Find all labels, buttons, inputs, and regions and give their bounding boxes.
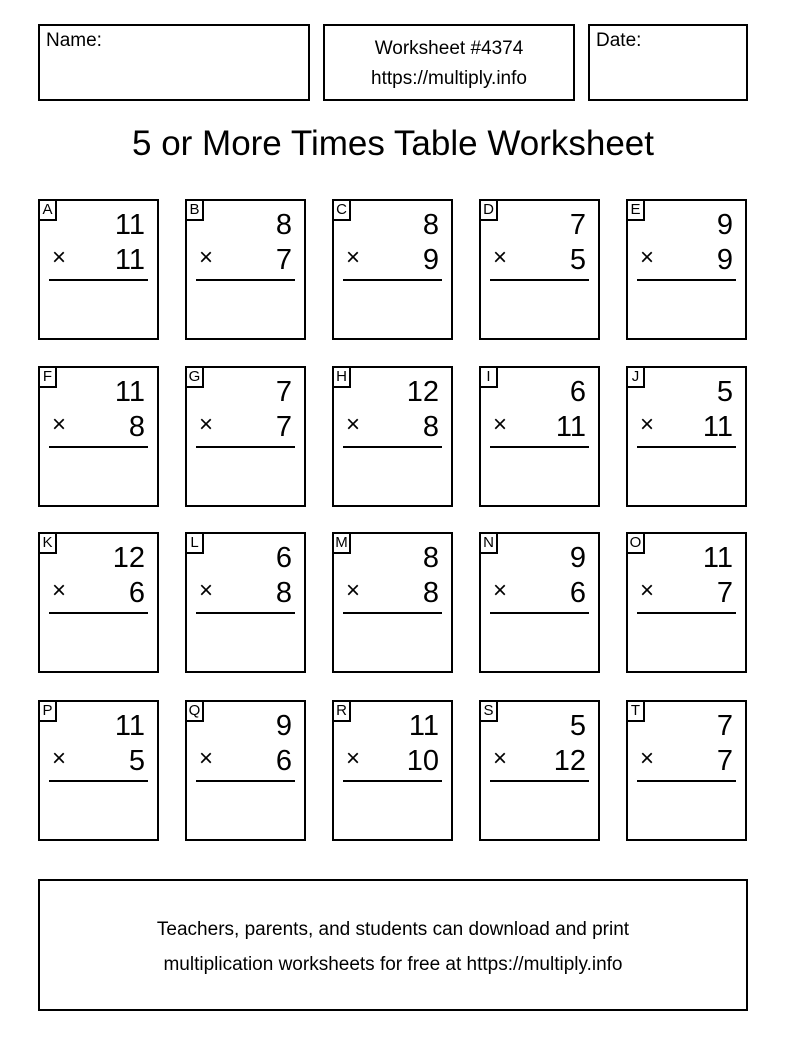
answer-line bbox=[343, 446, 442, 448]
problem-letter: G bbox=[185, 366, 204, 388]
problem-card bbox=[479, 199, 600, 340]
times-sign: × bbox=[640, 745, 655, 772]
times-sign: × bbox=[493, 745, 508, 772]
problem-card bbox=[626, 199, 747, 340]
answer-line bbox=[196, 780, 295, 782]
answer-line bbox=[637, 446, 736, 448]
times-sign: × bbox=[493, 244, 508, 271]
problem-letter: F bbox=[38, 366, 57, 388]
problem-card bbox=[479, 532, 600, 673]
answer-line bbox=[637, 780, 736, 782]
multiplier: 10 bbox=[406, 745, 439, 777]
multiplicand: 9 bbox=[275, 710, 292, 742]
answer-line bbox=[343, 279, 442, 281]
multiplicand: 8 bbox=[422, 542, 439, 574]
multiplier: 9 bbox=[422, 244, 439, 276]
worksheet-number: Worksheet #4374 bbox=[374, 38, 524, 59]
multiplicand: 12 bbox=[112, 542, 145, 574]
problem-letter: J bbox=[626, 366, 645, 388]
multiplier: 8 bbox=[128, 411, 145, 443]
times-sign: × bbox=[52, 411, 67, 438]
multiplicand: 7 bbox=[716, 710, 733, 742]
footer-box bbox=[38, 879, 748, 1011]
answer-line bbox=[196, 612, 295, 614]
answer-line bbox=[49, 446, 148, 448]
problem-letter: H bbox=[332, 366, 351, 388]
problem-card bbox=[626, 700, 747, 841]
problem-letter: T bbox=[626, 700, 645, 722]
answer-line bbox=[343, 780, 442, 782]
times-sign: × bbox=[640, 244, 655, 271]
multiplier: 11 bbox=[555, 411, 586, 443]
worksheet-title: 5 or More Times Table Worksheet bbox=[132, 124, 654, 163]
answer-line bbox=[490, 780, 589, 782]
times-sign: × bbox=[52, 244, 67, 271]
times-sign: × bbox=[52, 577, 67, 604]
problem-card bbox=[38, 199, 159, 340]
problem-card bbox=[332, 199, 453, 340]
problem-letter: B bbox=[185, 199, 204, 221]
answer-line bbox=[637, 612, 736, 614]
multiplicand: 11 bbox=[702, 542, 733, 574]
problem-letter: O bbox=[626, 532, 645, 554]
problem-card bbox=[626, 366, 747, 507]
multiplier: 5 bbox=[569, 244, 586, 276]
times-sign: × bbox=[346, 411, 361, 438]
answer-line bbox=[343, 612, 442, 614]
date-label: Date: bbox=[596, 30, 642, 51]
multiplicand: 6 bbox=[569, 376, 586, 408]
multiplier: 7 bbox=[275, 244, 292, 276]
problem-letter: C bbox=[332, 199, 351, 221]
problem-letter: A bbox=[38, 199, 57, 221]
times-sign: × bbox=[346, 577, 361, 604]
multiplier: 8 bbox=[422, 577, 439, 609]
problem-letter: Q bbox=[185, 700, 204, 722]
times-sign: × bbox=[199, 745, 214, 772]
problem-card bbox=[332, 532, 453, 673]
times-sign: × bbox=[640, 577, 655, 604]
multiplier: 6 bbox=[128, 577, 145, 609]
multiplicand: 5 bbox=[569, 710, 586, 742]
multiplicand: 11 bbox=[114, 710, 145, 742]
problem-card bbox=[38, 366, 159, 507]
footer-line-1: Teachers, parents, and students can download and print bbox=[156, 919, 630, 940]
answer-line bbox=[49, 279, 148, 281]
answer-line bbox=[490, 279, 589, 281]
problem-card bbox=[479, 700, 600, 841]
problem-card bbox=[185, 532, 306, 673]
multiplicand: 5 bbox=[716, 376, 733, 408]
answer-line bbox=[49, 780, 148, 782]
multiplicand: 11 bbox=[114, 376, 145, 408]
multiplier: 12 bbox=[553, 745, 586, 777]
problem-letter: D bbox=[479, 199, 498, 221]
multiplicand: 7 bbox=[569, 209, 586, 241]
multiplicand: 11 bbox=[114, 209, 145, 241]
multiplicand: 8 bbox=[275, 209, 292, 241]
times-sign: × bbox=[199, 244, 214, 271]
answer-line bbox=[637, 279, 736, 281]
problem-letter: I bbox=[479, 366, 498, 388]
answer-line bbox=[49, 612, 148, 614]
multiplier: 11 bbox=[114, 244, 145, 276]
multiplier: 7 bbox=[275, 411, 292, 443]
multiplicand: 12 bbox=[406, 376, 439, 408]
problem-letter: E bbox=[626, 199, 645, 221]
problem-card bbox=[479, 366, 600, 507]
multiplicand: 9 bbox=[569, 542, 586, 574]
multiplier: 7 bbox=[716, 745, 733, 777]
multiplier: 6 bbox=[569, 577, 586, 609]
problem-card bbox=[185, 700, 306, 841]
multiplicand: 8 bbox=[422, 209, 439, 241]
problem-card bbox=[185, 199, 306, 340]
multiplier: 5 bbox=[128, 745, 145, 777]
answer-line bbox=[196, 279, 295, 281]
name-field-box bbox=[38, 24, 310, 101]
answer-line bbox=[490, 612, 589, 614]
times-sign: × bbox=[640, 411, 655, 438]
multiplier: 8 bbox=[422, 411, 439, 443]
problem-card bbox=[38, 532, 159, 673]
problem-letter: N bbox=[479, 532, 498, 554]
times-sign: × bbox=[52, 745, 67, 772]
problem-letter: M bbox=[332, 532, 351, 554]
multiplier: 8 bbox=[275, 577, 292, 609]
times-sign: × bbox=[493, 411, 508, 438]
times-sign: × bbox=[346, 745, 361, 772]
footer-line-2: multiplication worksheets for free at https://multiply.info bbox=[163, 954, 623, 975]
problem-letter: S bbox=[479, 700, 498, 722]
problem-card bbox=[38, 700, 159, 841]
problem-card bbox=[185, 366, 306, 507]
problem-letter: R bbox=[332, 700, 351, 722]
problem-card bbox=[332, 700, 453, 841]
multiplier: 7 bbox=[716, 577, 733, 609]
site-url: https://multiply.info bbox=[371, 68, 527, 89]
problem-letter: L bbox=[185, 532, 204, 554]
times-sign: × bbox=[199, 577, 214, 604]
problem-letter: P bbox=[38, 700, 57, 722]
answer-line bbox=[196, 446, 295, 448]
times-sign: × bbox=[346, 244, 361, 271]
date-field-box bbox=[588, 24, 748, 101]
answer-line bbox=[490, 446, 589, 448]
multiplier: 6 bbox=[275, 745, 292, 777]
multiplicand: 7 bbox=[275, 376, 292, 408]
multiplier: 11 bbox=[702, 411, 733, 443]
problem-card bbox=[332, 366, 453, 507]
times-sign: × bbox=[199, 411, 214, 438]
problem-letter: K bbox=[38, 532, 57, 554]
multiplicand: 9 bbox=[716, 209, 733, 241]
name-label: Name: bbox=[46, 30, 102, 51]
problem-card bbox=[626, 532, 747, 673]
worksheet-info-box bbox=[323, 24, 575, 101]
times-sign: × bbox=[493, 577, 508, 604]
multiplicand: 6 bbox=[275, 542, 292, 574]
multiplicand: 11 bbox=[408, 710, 439, 742]
multiplier: 9 bbox=[716, 244, 733, 276]
